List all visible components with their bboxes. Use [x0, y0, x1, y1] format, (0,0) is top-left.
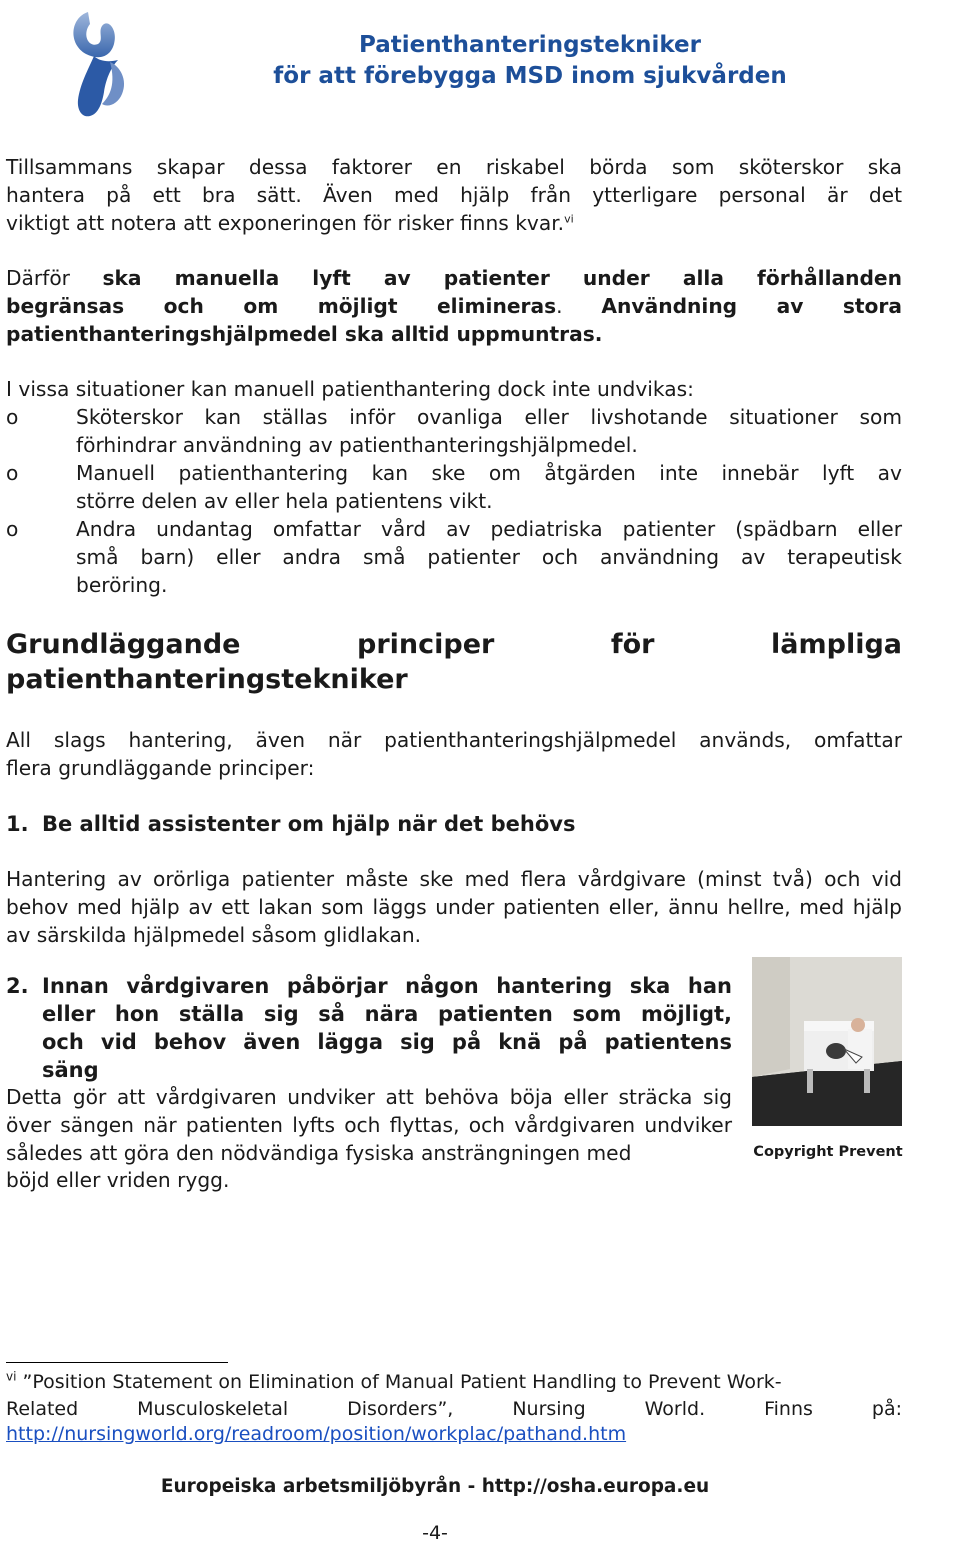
- footnote-link[interactable]: http://nursingworld.org/readroom/position/workplac/pathand.htm: [6, 1423, 627, 1445]
- section-heading-line2: patienthanteringstekniker: [6, 664, 408, 695]
- bullet-item-2: o Manuell patienthantering kan ske om åtgärden inte innebär lyft av större delen av eller hela patientens vikt.: [6, 461, 902, 513]
- section-heading-line1: Grundläggande principer för lämpliga: [6, 629, 902, 660]
- principle2-title-line4: säng: [42, 1058, 99, 1082]
- principle1-title: Be alltid assistenter om hjälp när det behövs: [42, 812, 576, 836]
- para2-line1: Därför ska manuella lyft av patienter under alla förhållanden: [6, 266, 902, 290]
- footnote-line2: Related Musculoskeletal Disorders”, Nursing World. Finns på:: [6, 1398, 902, 1420]
- principle2-number: 2.: [6, 974, 29, 998]
- para3-intro: I vissa situationer kan manuell patienthantering dock inte undvikas:: [6, 377, 694, 401]
- principle1-line2: behov med hjälp av ett lakan som läggs under patienten eller, ännu hellre, med hjälp: [6, 895, 902, 919]
- principle1-line1: Hantering av orörliga patienter måste ske med flera vårdgivare (minst två) och vid: [6, 867, 902, 891]
- para1-line1: Tillsammans skapar dessa faktorer en riskabel börda som sköterskor ska: [6, 155, 902, 179]
- bullet-marker: o: [6, 517, 19, 541]
- header-title-line1: Patienthanteringstekniker: [359, 32, 701, 58]
- bullet-item-3: o Andra undantag omfattar vård av pediatriska patienter (spädbarn eller små barn) eller andra små patienter och användning av terapeutisk beröring.: [6, 517, 902, 597]
- para2-line3: patienthanteringshjälpmedel ska alltid uppmuntras.: [6, 322, 603, 346]
- footer-agency: Europeiska arbetsmiljöbyrån - http://osha.europa.eu: [160, 1476, 710, 1497]
- photo-caption: Copyright Prevent: [753, 1144, 903, 1160]
- para2-line2: begränsas och om möjligt elimineras. Användning av stora: [6, 294, 902, 318]
- footnote-ref: vi: [564, 212, 574, 226]
- principle2-body-line1: Detta gör att vårdgivaren undviker att behöva böja eller sträcka sig: [6, 1085, 732, 1109]
- page-number: -4-: [422, 1522, 448, 1544]
- principle1-number: 1.: [6, 812, 29, 836]
- osha-logo: [58, 4, 138, 122]
- section-intro-line2: flera grundläggande principer:: [6, 756, 315, 780]
- principle2-body-line2: över sängen när patienten lyfts och flyttas, och vårdgivaren undviker: [6, 1113, 732, 1137]
- bullet-item-1: o Sköterskor kan ställas inför ovanliga eller livshotande situationer som förhindrar användning av patienthanteringshjälpmedel.: [6, 405, 902, 457]
- footnote-divider: [6, 1362, 228, 1363]
- bullet-marker: o: [6, 461, 19, 485]
- principle2-body-line3: således att göra den nödvändiga fysiska ansträngningen med: [6, 1141, 632, 1165]
- para1-line2: hantera på ett bra sätt. Även med hjälp från ytterligare personal är det: [6, 183, 902, 207]
- principle2-title-line2: eller hon ställa sig så nära patienten som möjligt,: [42, 1002, 732, 1026]
- header-title-line2: för att förebygga MSD inom sjukvården: [273, 63, 787, 89]
- principle1-line3: av särskilda hjälpmedel såsom glidlakan.: [6, 923, 422, 947]
- para1-line3: viktigt att notera att exponeringen för risker finns kvar.$^{vi}$: [6, 211, 574, 235]
- footnote-line1: $^{vi}$ ”Position Statement on Elimination of Manual Patient Handling to Prevent Work-: [6, 1369, 782, 1393]
- principle2-body-line4: böjd eller vriden rygg.: [6, 1168, 230, 1192]
- caregiver-photo: [752, 957, 902, 1126]
- principle2-title-line3: och vid behov även lägga sig på knä på patientens: [42, 1030, 732, 1054]
- section-intro-line1: All slags hantering, även när patienthanteringshjälpmedel används, omfattar: [6, 728, 902, 752]
- principle2-title-line1: Innan vårdgivaren påbörjar någon hantering ska han: [42, 974, 732, 998]
- bullet-marker: o: [6, 405, 19, 429]
